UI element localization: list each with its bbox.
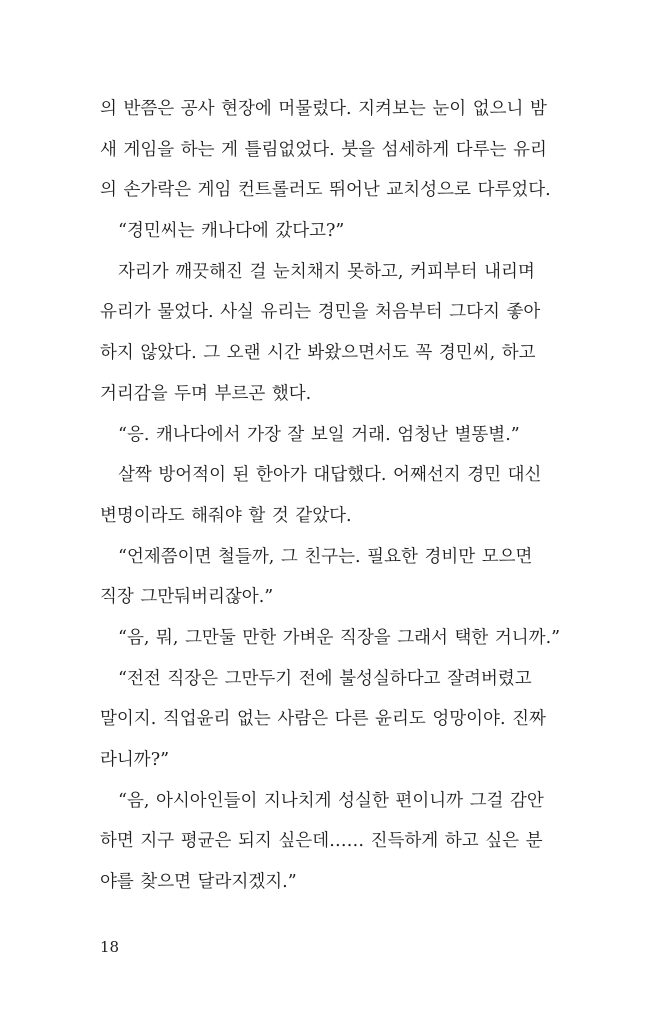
- text-line: 의 손가락은 게임 컨트롤러도 뛰어난 교치성으로 다루었다.: [100, 180, 551, 201]
- text-line: “응. 캐나다에서 가장 잘 보일 거래. 엄청난 별똥별.”: [118, 424, 520, 445]
- text-line: “전전 직장은 그만두기 전에 불성실하다고 잘려버렸고: [118, 668, 532, 689]
- text-line: “언제쯤이면 철들까, 그 친구는. 필요한 경비만 모으면: [118, 546, 533, 567]
- text-line: 의 반쯤은 공사 현장에 머물렀다. 지켜보는 눈이 없으니 밤: [100, 99, 547, 119]
- text-line: “경민씨는 캐나다에 갔다고?”: [118, 221, 345, 242]
- text-line: “음, 뭐, 그만둘 만한 가벼운 직장을 그래서 택한 거니까.”: [118, 627, 561, 648]
- text-line: 변명이라도 해줘야 할 것 같았다.: [100, 505, 352, 526]
- text-line: 말이지. 직업윤리 없는 사람은 다른 윤리도 엉망이야. 진짜: [100, 709, 546, 730]
- text-line: “음, 아시아인들이 지나치게 성실한 편이니까 그걸 감안: [118, 790, 544, 811]
- body-text: [100, 89, 570, 903]
- text-line: 유리가 물었다. 사실 유리는 경민을 처음부터 그다지 좋아: [100, 302, 541, 323]
- text-line: 새 게임을 하는 게 틀림없었다. 붓을 섬세하게 다루는 유리: [100, 139, 547, 160]
- text-line: 거리감을 두며 부르곤 했다.: [100, 383, 312, 404]
- text-line: 야를 찾으면 달라지겠지.”: [100, 872, 297, 893]
- text-line: 직장 그만둬버리잖아.”: [100, 587, 274, 608]
- text-line: 자리가 깨끗해진 걸 눈치채지 못하고, 커피부터 내리며: [118, 261, 535, 282]
- text-line: 살짝 방어적이 된 한아가 대답했다. 어째선지 경민 대신: [118, 465, 542, 486]
- text-line: 하면 지구 평균은 되지 싶은데…… 진득하게 하고 싶은 분: [100, 831, 543, 852]
- page-number: 18: [100, 938, 120, 956]
- text-line: 라니까?”: [100, 750, 170, 770]
- text-line: 하지 않았다. 그 오랜 시간 봐왔으면서도 꼭 경민씨, 하고: [100, 343, 536, 364]
